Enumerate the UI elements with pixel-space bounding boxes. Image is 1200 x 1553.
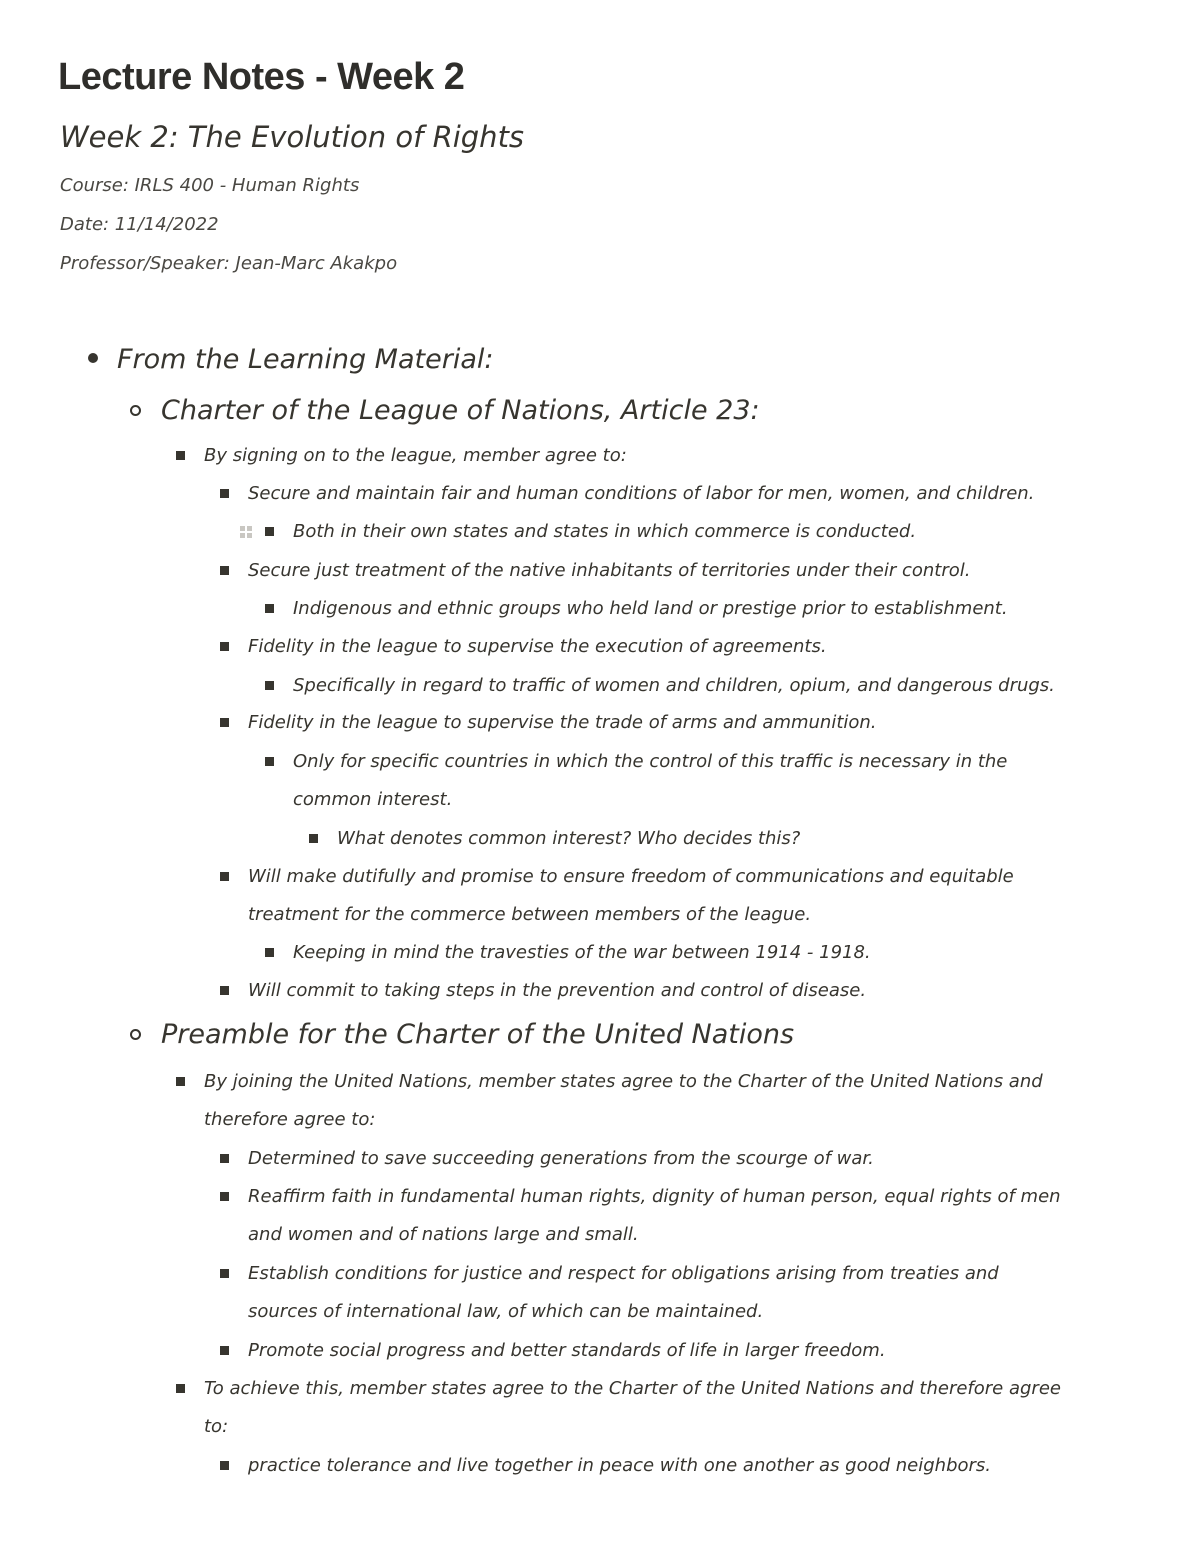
square-bullet-icon xyxy=(220,1346,229,1355)
list-item xyxy=(220,552,970,590)
list-item-league-heading xyxy=(130,393,760,429)
list-item-text: Both in their own states and states in which commerce is conducted. xyxy=(293,521,917,542)
list-item-text: Fidelity in the league to supervise the trade of arms and ammunition. xyxy=(248,712,877,733)
list-item xyxy=(220,1332,886,1370)
list-item xyxy=(220,972,866,1010)
list-item xyxy=(220,1140,874,1178)
list-item xyxy=(220,704,877,742)
page-title: Lecture Notes - Week 2 xyxy=(58,56,465,98)
list-item-text: Fidelity in the league to supervise the execution of agreements. xyxy=(248,636,827,657)
list-item-text-continued: common interest. xyxy=(293,789,453,810)
page-subtitle: Week 2: The Evolution of Rights xyxy=(60,120,525,154)
list-item-text: practice tolerance and live together in peace with one another as good neighbors. xyxy=(248,1455,992,1476)
square-bullet-icon xyxy=(176,1384,185,1393)
list-item xyxy=(220,1447,991,1485)
list-item xyxy=(176,1063,1043,1139)
square-bullet-icon xyxy=(265,527,274,536)
list-item xyxy=(265,743,1007,819)
square-bullet-icon xyxy=(265,757,274,766)
list-item-un-heading xyxy=(130,1017,794,1053)
list-item-text: By joining the United Nations, member states agree to the Charter of the United Nations and xyxy=(204,1071,1043,1092)
list-item xyxy=(220,1255,999,1331)
date-meta: Date: 11/14/2022 xyxy=(60,214,219,235)
list-item-text: Determined to save succeeding generations from the scourge of war. xyxy=(248,1148,874,1169)
list-item xyxy=(220,1178,1061,1254)
list-item-text: From the Learning Material: xyxy=(117,344,494,375)
square-bullet-icon xyxy=(220,1154,229,1163)
square-bullet-icon xyxy=(176,1077,185,1086)
list-item-text: Preamble for the Charter of the United Nations xyxy=(161,1019,795,1050)
list-item-text: Keeping in mind the travesties of the war between 1914 - 1918. xyxy=(293,942,871,963)
square-bullet-icon xyxy=(220,1461,229,1470)
list-item-text: Promote social progress and better standards of life in larger freedom. xyxy=(248,1340,886,1361)
square-bullet-icon xyxy=(265,948,274,957)
list-item xyxy=(220,628,827,666)
professor-meta: Professor/Speaker: Jean-Marc Akakpo xyxy=(60,253,398,274)
list-item xyxy=(265,590,1008,628)
list-item xyxy=(176,437,627,475)
square-bullet-icon xyxy=(220,489,229,498)
list-item xyxy=(309,820,800,858)
square-bullet-icon xyxy=(176,451,185,460)
square-bullet-icon xyxy=(265,604,274,613)
square-bullet-icon xyxy=(220,642,229,651)
list-item xyxy=(265,513,916,551)
square-bullet-icon xyxy=(220,718,229,727)
list-item xyxy=(220,475,1034,513)
list-item-text-continued: therefore agree to: xyxy=(204,1109,376,1130)
list-item-text: To achieve this, member states agree to the Charter of the United Nations and therefore agree xyxy=(204,1378,1061,1399)
list-item-text: What denotes common interest? Who decides this? xyxy=(337,828,801,849)
list-item-text-continued: sources of international law, of which can be maintained. xyxy=(248,1301,764,1322)
list-item-text: Will make dutifully and promise to ensure freedom of communications and equitable xyxy=(248,866,1014,887)
course-meta: Course: IRLS 400 - Human Rights xyxy=(60,175,360,196)
list-item xyxy=(265,934,871,972)
list-item-text: Secure and maintain fair and human conditions of labor for men, women, and children. xyxy=(248,483,1035,504)
list-item-text: Reaffirm faith in fundamental human rights, dignity of human person, equal rights of men xyxy=(248,1186,1061,1207)
list-item xyxy=(176,1370,1061,1446)
list-item-text-continued: and women and of nations large and small. xyxy=(248,1224,639,1245)
square-bullet-icon xyxy=(220,1192,229,1201)
list-item xyxy=(265,667,1055,705)
list-item-text: Only for specific countries in which the control of this traffic is necessary in the xyxy=(293,751,1008,772)
list-item-text: Charter of the League of Nations, Article 23: xyxy=(161,395,760,426)
list-item-text-continued: treatment for the commerce between members of the league. xyxy=(248,904,812,925)
square-bullet-icon xyxy=(220,986,229,995)
drag-handle-icon[interactable] xyxy=(240,526,252,538)
list-item-text: Specifically in regard to traffic of women and children, opium, and dangerous drugs. xyxy=(293,675,1055,696)
circle-bullet-icon xyxy=(130,1029,141,1040)
list-item-text: Indigenous and ethnic groups who held land or prestige prior to establishment. xyxy=(293,598,1008,619)
list-item-text: By signing on to the league, member agree to: xyxy=(204,445,627,466)
square-bullet-icon xyxy=(309,834,318,843)
list-item xyxy=(220,858,1014,934)
list-item-text-continued: to: xyxy=(204,1416,229,1437)
square-bullet-icon xyxy=(220,872,229,881)
square-bullet-icon xyxy=(220,566,229,575)
disc-bullet-icon xyxy=(88,353,98,363)
circle-bullet-icon xyxy=(130,405,141,416)
list-item-learning-material xyxy=(88,342,493,378)
square-bullet-icon xyxy=(220,1269,229,1278)
square-bullet-icon xyxy=(265,681,274,690)
list-item-text: Will commit to taking steps in the prevention and control of disease. xyxy=(248,980,867,1001)
list-item-text: Secure just treatment of the native inhabitants of territories under their control. xyxy=(248,560,971,581)
list-item-text: Establish conditions for justice and respect for obligations arising from treaties and xyxy=(248,1263,999,1284)
